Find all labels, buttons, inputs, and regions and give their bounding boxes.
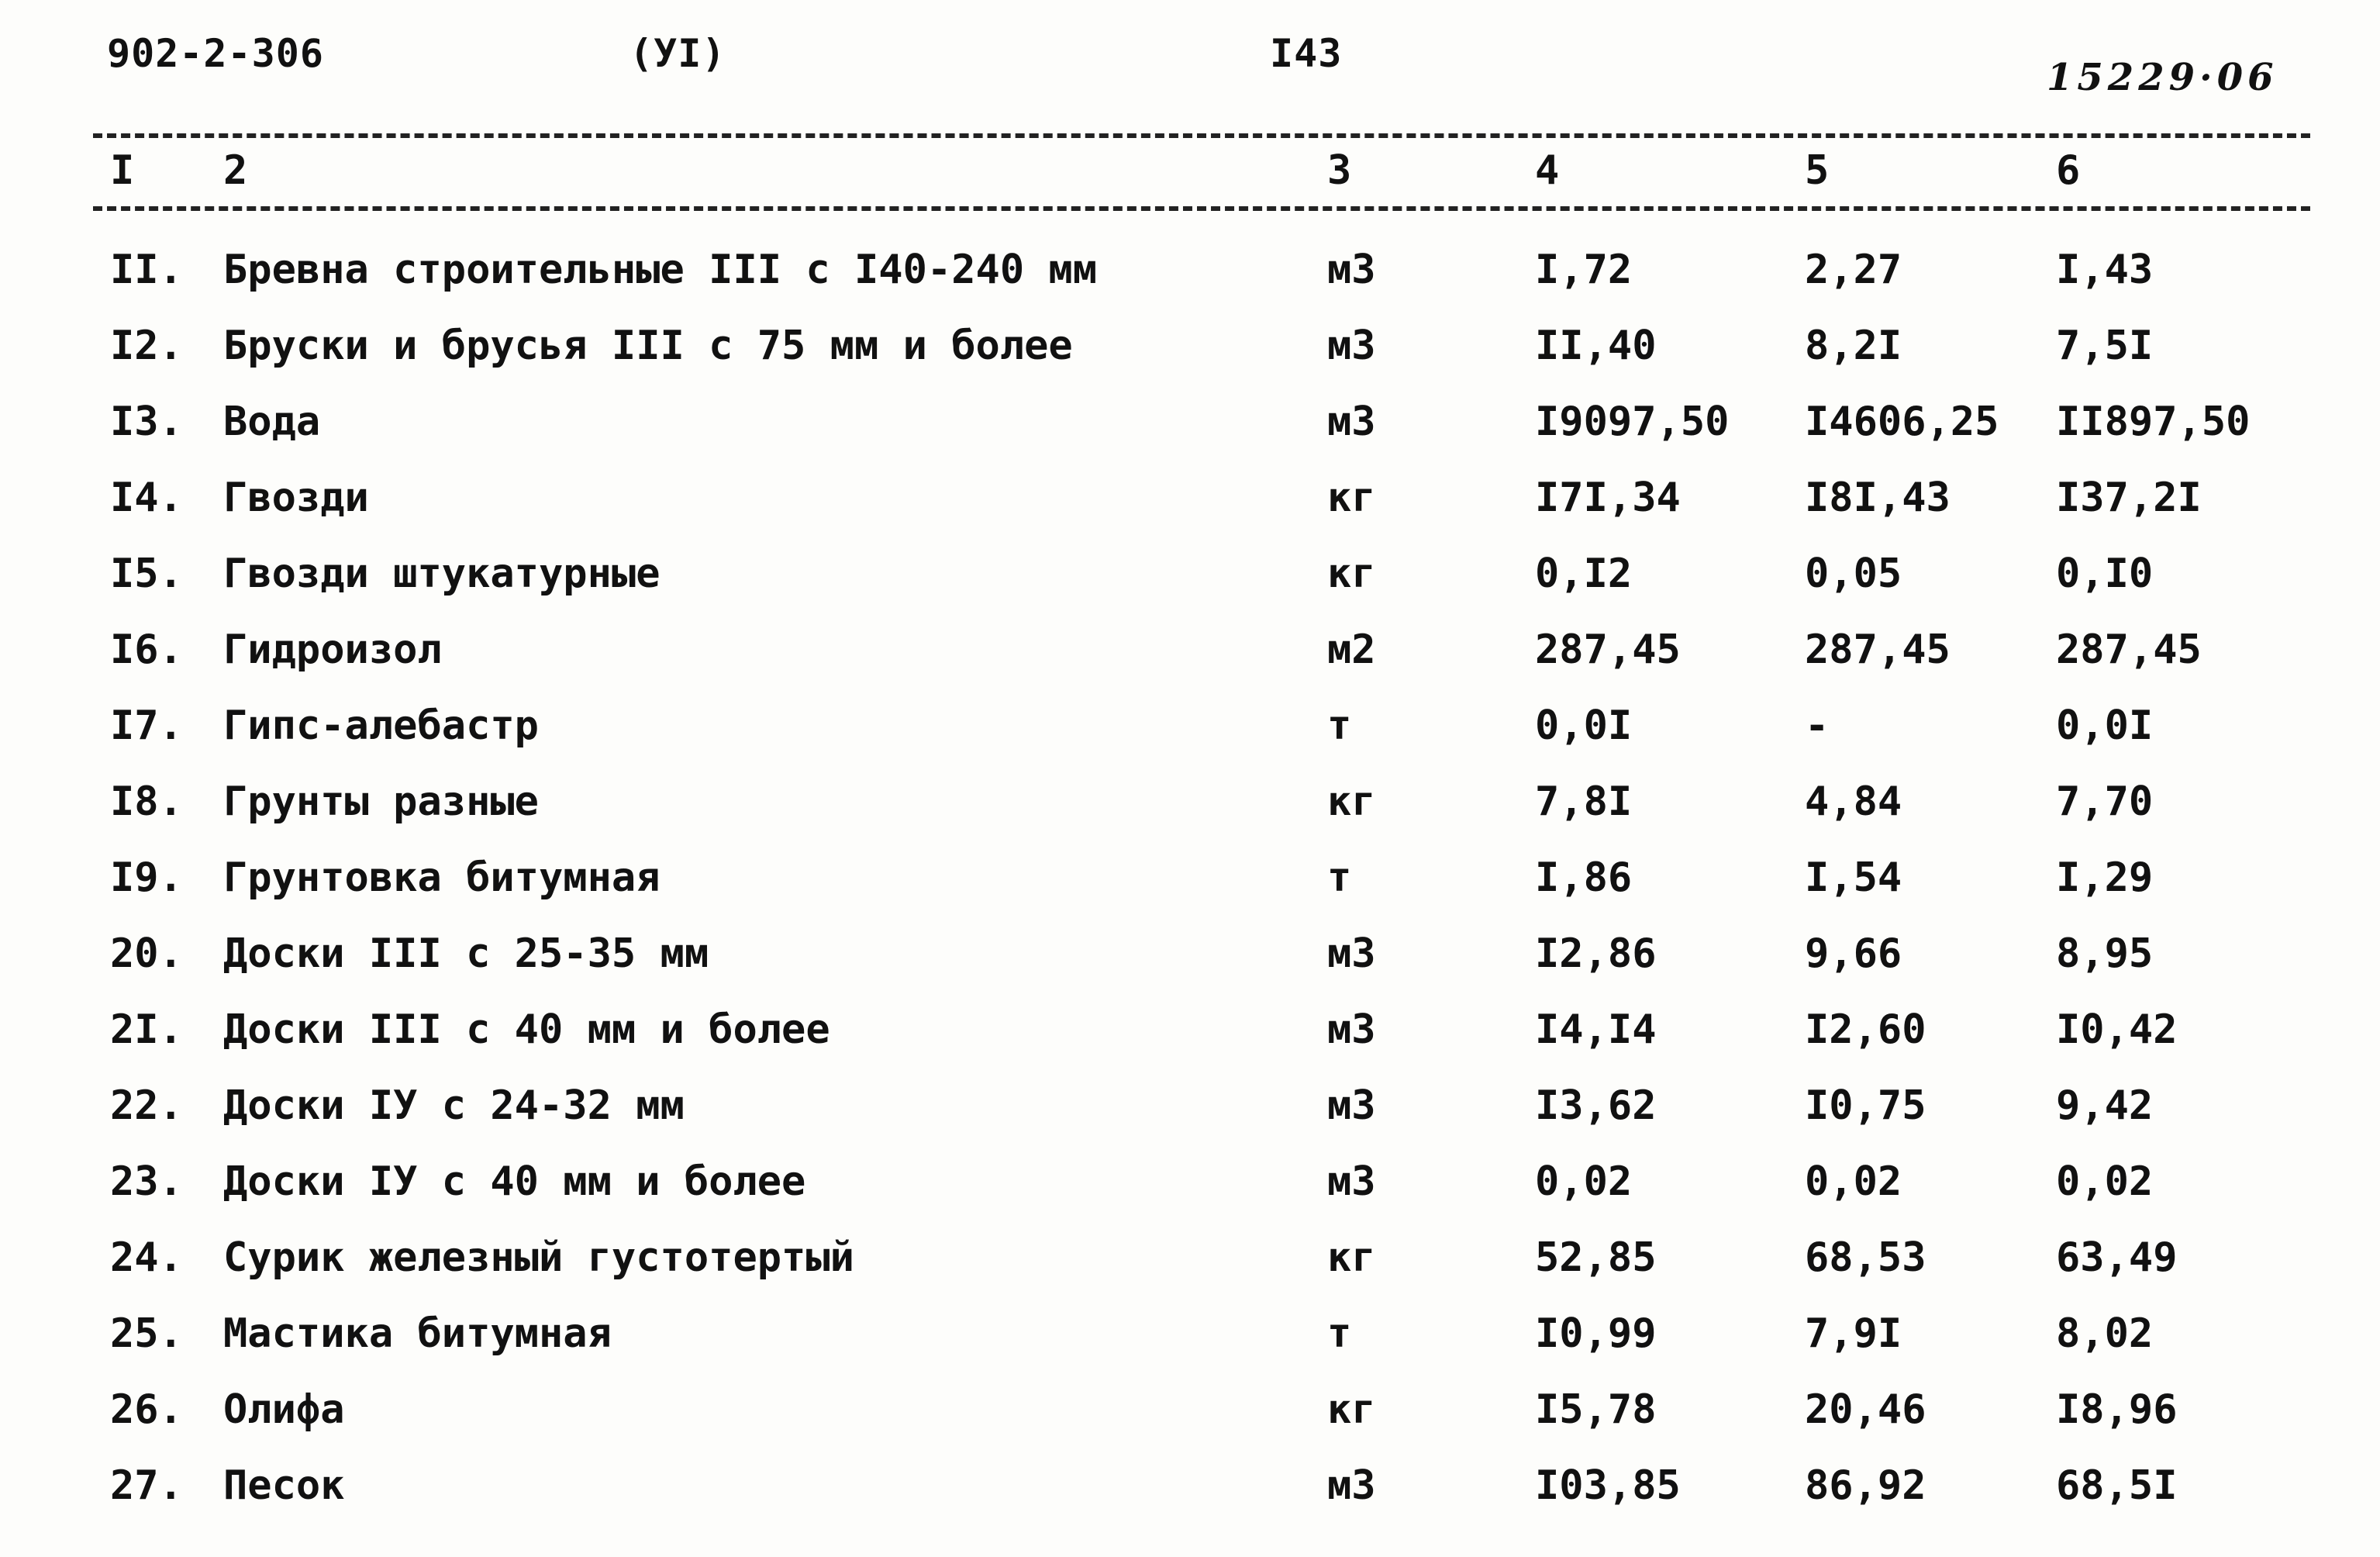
value-col-5: I0,75 <box>1805 1082 1926 1129</box>
value-col-6: 0,02 <box>2056 1158 2154 1205</box>
archive-stamp: 15229·06 <box>2047 56 2278 99</box>
column-header-4: 4 <box>1535 147 1560 194</box>
value-col-4: I3,62 <box>1535 1082 1657 1129</box>
row-number: I6. <box>110 627 183 673</box>
unit: м3 <box>1327 323 1376 369</box>
material-name: Песок <box>223 1462 345 1509</box>
value-col-5: 9,66 <box>1805 930 1902 977</box>
unit: кг <box>1327 1386 1376 1433</box>
value-col-4: I03,85 <box>1535 1462 1681 1509</box>
value-col-6: 7,70 <box>2056 778 2154 825</box>
page-number: I43 <box>1270 31 1343 76</box>
row-number: 23. <box>110 1158 183 1205</box>
table-row <box>0 1220 2380 1296</box>
row-number: 24. <box>110 1234 183 1281</box>
unit: м3 <box>1327 1006 1376 1053</box>
material-name: Гвозди <box>223 475 369 521</box>
value-col-6: I,29 <box>2056 854 2154 901</box>
material-name: Доски IУ с 24-32 мм <box>223 1082 685 1129</box>
value-col-4: 0,0I <box>1535 703 1633 749</box>
unit: кг <box>1327 551 1376 597</box>
material-name: Гидроизол <box>223 627 442 673</box>
value-col-6: I37,2I <box>2056 475 2202 521</box>
value-col-4: I5,78 <box>1535 1386 1657 1433</box>
material-name: Вода <box>223 399 321 445</box>
value-col-5: 68,53 <box>1805 1234 1926 1281</box>
value-col-4: I2,86 <box>1535 930 1657 977</box>
row-number: 25. <box>110 1310 183 1357</box>
table-row <box>0 233 2380 309</box>
row-number: I2. <box>110 323 183 369</box>
row-number: 2I. <box>110 1006 183 1053</box>
table-row <box>0 1448 2380 1524</box>
value-col-6: 9,42 <box>2056 1082 2154 1129</box>
material-name: Гипс-алебастр <box>223 703 539 749</box>
value-col-4: 0,02 <box>1535 1158 1633 1205</box>
value-col-6: 7,5I <box>2056 323 2154 369</box>
value-col-5: 0,02 <box>1805 1158 1902 1205</box>
value-col-5: 287,45 <box>1805 627 1951 673</box>
table-row <box>0 385 2380 461</box>
row-number: II. <box>110 247 183 293</box>
row-number: I3. <box>110 399 183 445</box>
value-col-4: I9097,50 <box>1535 399 1730 445</box>
material-name: Грунтовка битумная <box>223 854 661 901</box>
table-row <box>0 841 2380 917</box>
row-number: I7. <box>110 703 183 749</box>
unit: кг <box>1327 1234 1376 1281</box>
unit: м3 <box>1327 1082 1376 1129</box>
value-col-5: I2,60 <box>1805 1006 1926 1053</box>
value-col-5: 2,27 <box>1805 247 1902 293</box>
row-number: I4. <box>110 475 183 521</box>
value-col-4: 287,45 <box>1535 627 1681 673</box>
table-row <box>0 613 2380 689</box>
value-col-5: 4,84 <box>1805 778 1902 825</box>
row-number: 27. <box>110 1462 183 1509</box>
table-row <box>0 309 2380 385</box>
column-header-3: 3 <box>1327 147 1352 194</box>
unit: м2 <box>1327 627 1376 673</box>
table-row <box>0 1144 2380 1220</box>
table-row <box>0 1296 2380 1372</box>
value-col-6: I8,96 <box>2056 1386 2178 1433</box>
row-number: 26. <box>110 1386 183 1433</box>
unit: м3 <box>1327 399 1376 445</box>
row-number: 22. <box>110 1082 183 1129</box>
table-row <box>0 765 2380 841</box>
value-col-6: II897,50 <box>2056 399 2251 445</box>
value-col-6: 68,5I <box>2056 1462 2178 1509</box>
value-col-6: I0,42 <box>2056 1006 2178 1053</box>
row-number: I9. <box>110 854 183 901</box>
value-col-5: I4606,25 <box>1805 399 1999 445</box>
dashed-rule-bottom <box>93 206 2310 211</box>
unit: т <box>1327 703 1352 749</box>
value-col-4: I0,99 <box>1535 1310 1657 1357</box>
unit: кг <box>1327 778 1376 825</box>
column-header-6: 6 <box>2056 147 2081 194</box>
unit: т <box>1327 1310 1352 1357</box>
value-col-4: II,40 <box>1535 323 1657 369</box>
material-name: Доски III с 25-35 мм <box>223 930 709 977</box>
value-col-4: 52,85 <box>1535 1234 1657 1281</box>
table-row <box>0 993 2380 1068</box>
document-part: (УI) <box>629 31 726 76</box>
value-col-4: I,72 <box>1535 247 1633 293</box>
value-col-6: 8,02 <box>2056 1310 2154 1357</box>
value-col-5: 8,2I <box>1805 323 1902 369</box>
column-header-5: 5 <box>1805 147 1830 194</box>
document-code: 902-2-306 <box>107 31 324 76</box>
dashed-rule-top <box>93 133 2310 138</box>
value-col-5: I8I,43 <box>1805 475 1951 521</box>
table-row <box>0 1068 2380 1144</box>
value-col-6: 0,I0 <box>2056 551 2154 597</box>
row-number: 20. <box>110 930 183 977</box>
material-name: Грунты разные <box>223 778 539 825</box>
unit: м3 <box>1327 1158 1376 1205</box>
unit: м3 <box>1327 247 1376 293</box>
value-col-5: 20,46 <box>1805 1386 1926 1433</box>
unit: м3 <box>1327 1462 1376 1509</box>
material-name: Бруски и брусья III с 75 мм и более <box>223 323 1073 369</box>
column-header-1: I <box>110 147 135 194</box>
row-number: I5. <box>110 551 183 597</box>
table-row <box>0 461 2380 537</box>
value-col-5: - <box>1805 703 1830 749</box>
materials-table <box>0 233 2380 1524</box>
material-name: Гвозди штукатурные <box>223 551 661 597</box>
table-row <box>0 917 2380 993</box>
material-name: Олифа <box>223 1386 345 1433</box>
value-col-4: I7I,34 <box>1535 475 1681 521</box>
value-col-4: I,86 <box>1535 854 1633 901</box>
material-name: Доски IУ с 40 мм и более <box>223 1158 806 1205</box>
value-col-4: I4,I4 <box>1535 1006 1657 1053</box>
table-row <box>0 537 2380 613</box>
value-col-5: I,54 <box>1805 854 1902 901</box>
value-col-5: 0,05 <box>1805 551 1902 597</box>
unit: кг <box>1327 475 1376 521</box>
column-header-row <box>0 147 2380 194</box>
material-name: Доски III с 40 мм и более <box>223 1006 830 1053</box>
value-col-5: 86,92 <box>1805 1462 1926 1509</box>
value-col-6: I,43 <box>2056 247 2154 293</box>
unit: т <box>1327 854 1352 901</box>
material-name: Мастика битумная <box>223 1310 612 1357</box>
value-col-6: 8,95 <box>2056 930 2154 977</box>
value-col-6: 0,0I <box>2056 703 2154 749</box>
table-row <box>0 689 2380 765</box>
value-col-4: 0,I2 <box>1535 551 1633 597</box>
material-name: Бревна строительные III с I40-240 мм <box>223 247 1098 293</box>
table-row <box>0 1372 2380 1448</box>
value-col-6: 287,45 <box>2056 627 2202 673</box>
value-col-5: 7,9I <box>1805 1310 1902 1357</box>
row-number: I8. <box>110 778 183 825</box>
value-col-6: 63,49 <box>2056 1234 2178 1281</box>
value-col-4: 7,8I <box>1535 778 1633 825</box>
material-name: Сурик железный густотертый <box>223 1234 854 1281</box>
column-header-2: 2 <box>223 147 248 194</box>
unit: м3 <box>1327 930 1376 977</box>
